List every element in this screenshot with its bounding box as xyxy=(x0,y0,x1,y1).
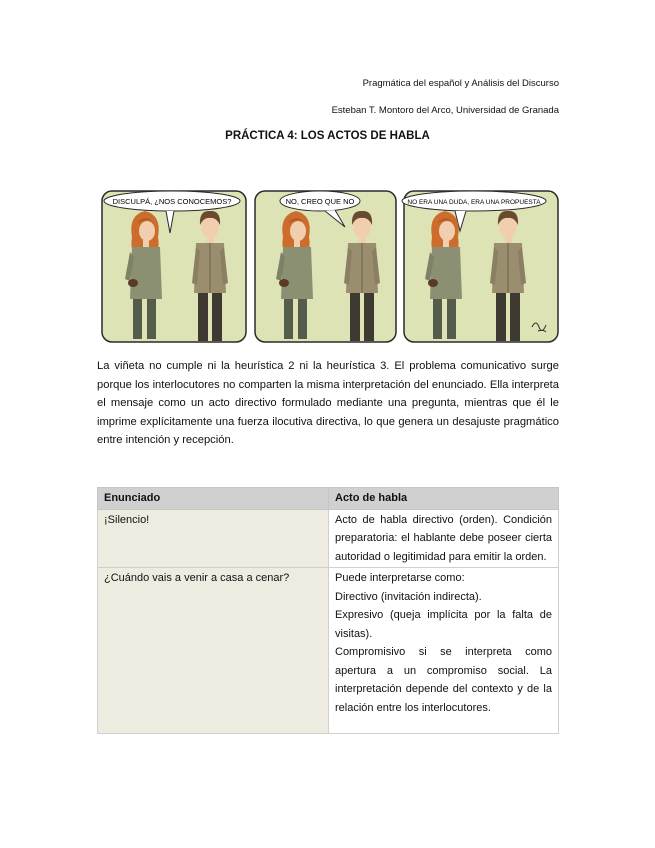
analysis-text: Expresivo (queja implícita por la falta de visitas). xyxy=(335,609,552,640)
analysis-cell xyxy=(329,509,559,568)
analysis-text: Directivo (invitación indirecta). xyxy=(335,590,482,603)
header-course: Pragmática del español y Análisis del Discurso xyxy=(362,78,559,89)
comic-strip xyxy=(100,189,560,344)
speech-text-2: NO, CREO QUE NO xyxy=(285,197,355,206)
header-acto-de-habla: Acto de habla xyxy=(329,488,559,510)
comic-panel-3 xyxy=(402,191,558,342)
table-row xyxy=(98,568,559,734)
speech-acts-table xyxy=(97,487,559,734)
statement-cell: ¿Cuándo vais a venir a casa a cenar? xyxy=(98,568,329,734)
header-enunciado: Enunciado xyxy=(98,488,329,510)
speech-text-3: NO ERA UNA DUDA, ERA UNA PROPUESTA xyxy=(407,199,541,206)
table-header-row xyxy=(98,488,559,510)
analysis-text: Acto de habla directivo (orden). Condición preparatoria: el hablante debe poseer cierta autoridad o legitimidad para emitir la orden. xyxy=(335,513,552,563)
page-title: PRÁCTICA 4: LOS ACTOS DE HABLA xyxy=(225,130,430,142)
analysis-cell xyxy=(329,568,559,734)
comic-panel-2 xyxy=(255,191,396,342)
comic-panel-1 xyxy=(102,191,246,342)
header-author: Esteban T. Montoro del Arco, Universidad de Granada xyxy=(331,105,559,116)
analysis-paragraph: La viñeta no cumple ni la heurística 2 ni la heurística 3. El problema comunicativo surge porque los interlocutores no comparten la misma interpretación del enunciado. Ella interpreta el mensaje como un acto directivo formulado mediante una pregunta, mientras que él le imprime explícitamente una fuerza ilocutiva directiva, lo que genera un desajuste pragmático entre intención y recepción. xyxy=(97,360,559,446)
table-row xyxy=(98,509,559,568)
statement-cell: ¡Silencio! xyxy=(98,509,329,568)
analysis-text: Compromisivo si se interpreta como apertura a un compromiso social. La interpretación depende del contexto y de la relación entre los interlocutores. xyxy=(335,646,552,714)
speech-text-1: DISCULPÁ, ¿NOS CONOCEMOS? xyxy=(112,197,232,206)
analysis-text: Puede interpretarse como: xyxy=(335,572,465,584)
